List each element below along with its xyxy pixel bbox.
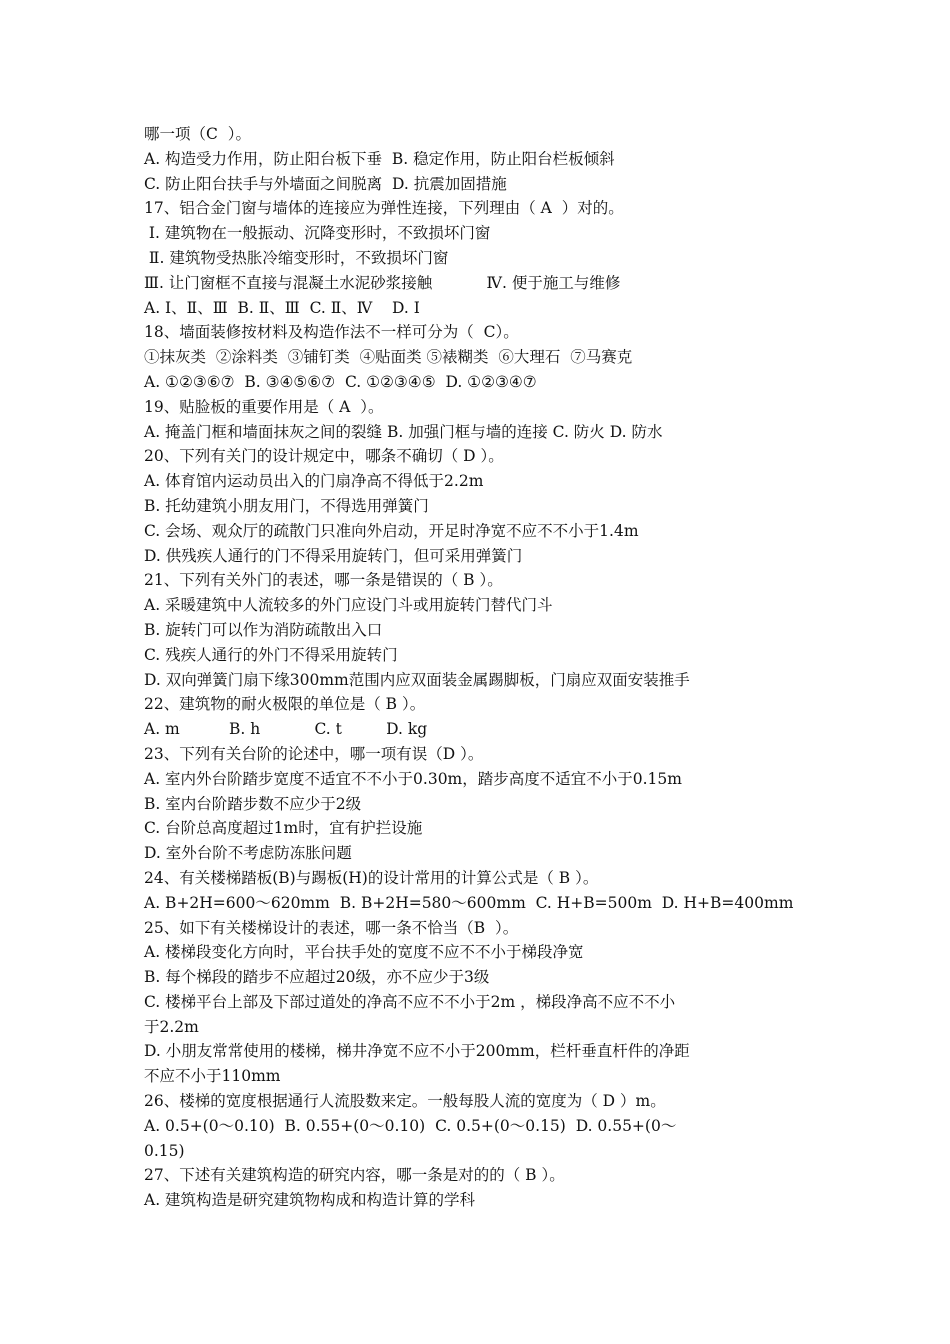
text-line: 不应不小于110mm — [144, 1067, 281, 1086]
text-line: 0.15) — [144, 1141, 185, 1160]
text-line: A. 0.5+(0～0.10) B. 0.55+(0～0.10) C. 0.5+(0～0.15) D. 0.55+(0～ — [144, 1116, 677, 1135]
text-line: Ⅲ. 让门窗框不直接与混凝土水泥砂浆接触 Ⅳ. 便于施工与维修 — [144, 273, 621, 292]
text-line: 26、楼梯的宽度根据通行人流股数来定。一般每股人流的宽度为（ D ）m。 — [144, 1092, 666, 1111]
text-line: A. Ⅰ、Ⅱ、Ⅲ B. Ⅱ、Ⅲ C. Ⅱ、Ⅳ D. Ⅰ — [144, 298, 420, 317]
text-line: C. 残疾人通行的外门不得采用旋转门 — [144, 645, 398, 664]
document-page — [144, 122, 824, 1213]
text-line: C. 防止阳台扶手与外墙面之间脱离 D. 抗震加固措施 — [144, 174, 507, 193]
text-line: B. 每个梯段的踏步不应超过20级，亦不应少于3级 — [144, 968, 490, 987]
text-line: 19、贴脸板的重要作用是（ A ）。 — [144, 397, 384, 416]
text-line: C. 楼梯平台上部及下部过道处的净高不应不不小于2m ，梯段净高不应不不小 — [144, 992, 676, 1011]
text-line: D. 室外台阶不考虑防冻胀问题 — [144, 844, 352, 863]
text-line: B. 旋转门可以作为消防疏散出入口 — [144, 620, 383, 639]
text-line: 于2.2m — [144, 1017, 199, 1036]
text-line: 22、建筑物的耐火极限的单位是（ B ）。 — [144, 695, 426, 714]
text-line: A. B+2H=600～620mm B. B+2H=580～600mm C. H+B=500m D. H+B=400mm — [144, 893, 794, 912]
text-line: 23、下列有关台阶的论述中，哪一项有误（D ）。 — [144, 744, 484, 763]
text-line: 25、如下有关楼梯设计的表述，哪一条不恰当（B ）。 — [144, 918, 519, 937]
text-line: C. 会场、观众厅的疏散门只准向外启动，开足时净宽不应不不小于1.4m — [144, 521, 639, 540]
text-line: D. 小朋友常常使用的楼梯，梯井净宽不应不小于200mm，栏杆垂直杆件的净距 — [144, 1042, 690, 1061]
text-line: 18、墙面装修按材料及构造作法不一样可分为（ C）。 — [144, 323, 519, 342]
text-line: A. 体育馆内运动员出入的门扇净高不得低于2.2m — [144, 472, 484, 491]
text-line: A. m B. h C. t D. kg — [144, 720, 428, 739]
text-line: ①抹灰类 ②涂料类 ③铺钉类 ④贴面类 ⑤裱糊类 ⑥大理石 ⑦马赛克 — [144, 348, 633, 367]
text-line: D. 供残疾人通行的门不得采用旋转门，但可采用弹簧门 — [144, 546, 523, 565]
text-line: B. 室内台阶踏步数不应少于2级 — [144, 794, 362, 813]
text-line: 20、下列有关门的设计规定中，哪条不确切（ D ）。 — [144, 447, 504, 466]
text-line: 27、下述有关建筑构造的研究内容，哪一条是对的的（ B ）。 — [144, 1166, 565, 1185]
text-line: A. 建筑构造是研究建筑物构成和构造计算的学科 — [144, 1191, 476, 1210]
text-line: A. 构造受力作用，防止阳台板下垂 B. 稳定作用，防止阳台栏板倾斜 — [144, 149, 615, 168]
text-line: A. 采暖建筑中人流较多的外门应设门斗或用旋转门替代门斗 — [144, 596, 553, 615]
text-line: A. ①②③⑥⑦ B. ③④⑤⑥⑦ C. ①②③④⑤ D. ①②③④⑦ — [144, 372, 537, 391]
text-line: C. 台阶总高度超过1m时，宜有护拦设施 — [144, 819, 423, 838]
text-line: Ⅱ. 建筑物受热胀冷缩变形时，不致损坏门窗 — [144, 248, 449, 267]
text-line: D. 双向弹簧门扇下缘300mm范围内应双面装金属踢脚板，门扇应双面安装推手 — [144, 670, 690, 689]
text-line: B. 托幼建筑小朋友用门，不得选用弹簧门 — [144, 496, 429, 515]
text-line: A. 掩盖门框和墙面抹灰之间的裂缝 B. 加强门框与墙的连接 C. 防火 D. 防水 — [144, 422, 663, 441]
text-line: 21、下列有关外门的表述，哪一条是错误的（ B ）。 — [144, 571, 503, 590]
text-line: A. 室内外台阶踏步宽度不适宜不不小于0.30m，踏步高度不适宜不小于0.15m — [144, 769, 682, 788]
text-line: 哪一项（C ）。 — [144, 125, 251, 143]
text-line: Ⅰ. 建筑物在一般振动、沉降变形时，不致损坏门窗 — [144, 224, 491, 243]
text-line: 17、铝合金门窗与墙体的连接应为弹性连接，下列理由（ A ）对的。 — [144, 199, 624, 218]
text-line: A. 楼梯段变化方向时，平台扶手处的宽度不应不不小于梯段净宽 — [144, 943, 584, 962]
text-line: 24、有关楼梯踏板(B)与踢板(H)的设计常用的计算公式是（ B ）。 — [144, 868, 599, 887]
